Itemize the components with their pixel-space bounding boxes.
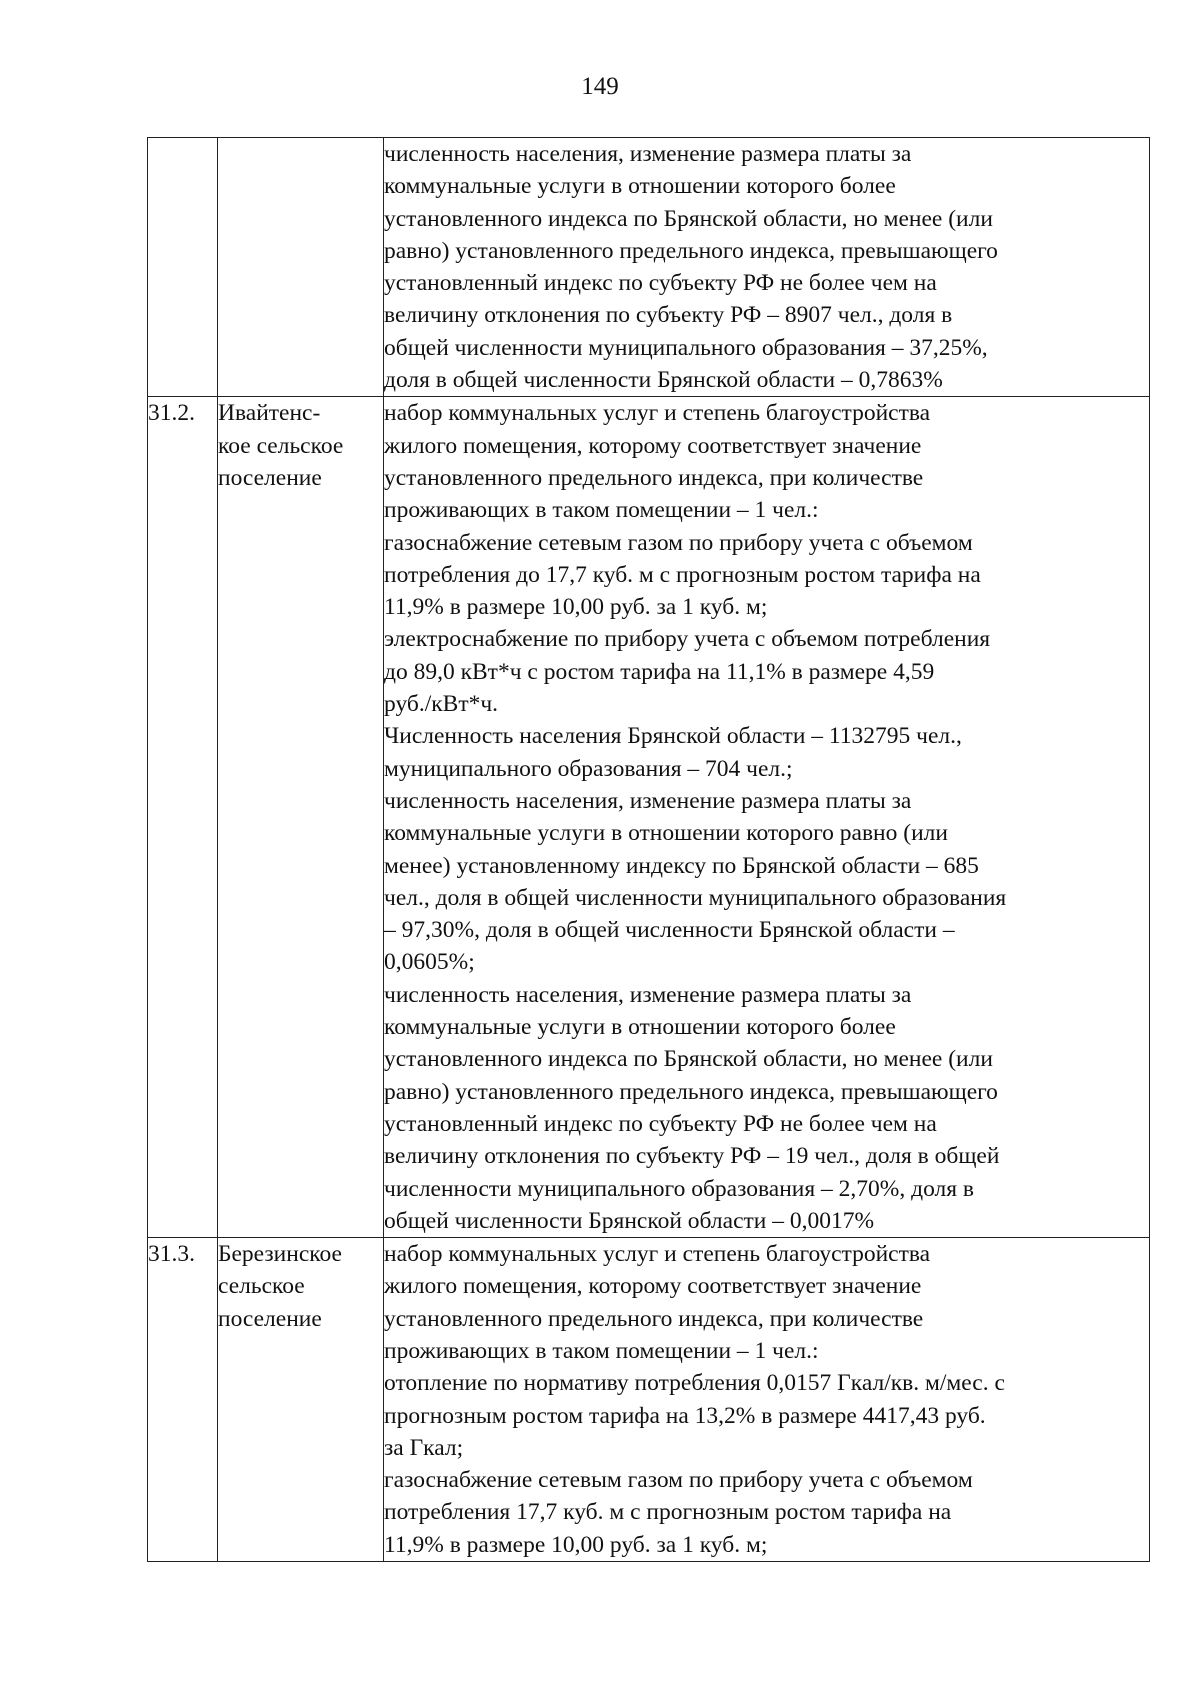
description-line: 11,9% в размере 10,00 руб. за 1 куб. м; xyxy=(384,594,768,621)
row-number-cell xyxy=(148,397,218,1238)
description-line: чел., доля в общей численности муниципального образования xyxy=(384,884,1007,911)
description-line: установленный индекс по субъекту РФ не более чем на xyxy=(384,1110,937,1137)
description-line: потребления до 17,7 куб. м с прогнозным ростом тарифа на xyxy=(384,561,981,588)
description-line: прогнозным ростом тарифа на 13,2% в размере 4417,43 руб. xyxy=(384,1402,986,1429)
description-line: муниципального образования – 704 чел.; xyxy=(384,755,793,782)
description-line: электроснабжение по прибору учета с объемом потребления xyxy=(384,626,991,653)
settlement-name-line: сельское xyxy=(218,1273,305,1300)
description-cell xyxy=(384,1238,1150,1562)
description-line: коммунальные услуги в отношении которого более xyxy=(384,1014,896,1041)
description-line: численности муниципального образования – 2,70%, доля в xyxy=(384,1175,975,1202)
description-cell xyxy=(384,138,1150,397)
description-line: установленного предельного индекса, при количестве xyxy=(384,1305,924,1332)
description-line: 11,9% в размере 10,00 руб. за 1 куб. м; xyxy=(384,1531,768,1558)
description-line: общей численности Брянской области – 0,0017% xyxy=(384,1207,875,1234)
settlement-name-line: кое сельское xyxy=(218,432,344,459)
description-line: коммунальные услуги в отношении которого равно (или xyxy=(384,820,948,847)
description-cell xyxy=(384,397,1150,1238)
description-line: до 89,0 кВт*ч с ростом тарифа на 11,1% в размере 4,59 xyxy=(384,658,935,685)
description-line: набор коммунальных услуг и степень благоустройства xyxy=(384,1241,931,1268)
description-line: за Гкал; xyxy=(384,1434,464,1461)
description-line: установленного предельного индекса, при количестве xyxy=(384,464,924,491)
settlement-name-line: поселение xyxy=(218,464,322,491)
description-line: установленного индекса по Брянской области, но менее (или xyxy=(384,1046,993,1073)
description-line: 0,0605%; xyxy=(384,949,475,976)
description-line: численность населения, изменение размера платы за xyxy=(384,787,912,814)
description-line: газоснабжение сетевым газом по прибору учета с объемом xyxy=(384,529,973,556)
settlement-name-line: Березинское xyxy=(218,1241,342,1268)
description-line: – 97,30%, доля в общей численности Брянской области – xyxy=(384,917,955,944)
description-line: набор коммунальных услуг и степень благоустройства xyxy=(384,400,931,427)
description-line: отопление по нормативу потребления 0,0157 Гкал/кв. м/мес. с xyxy=(384,1370,1005,1397)
row-number-cell xyxy=(148,138,218,397)
description-line: проживающих в таком помещении – 1 чел.: xyxy=(384,497,819,524)
description-line: руб./кВт*ч. xyxy=(384,691,499,718)
settlement-name-cell xyxy=(218,138,384,397)
description-line: жилого помещения, которому соответствует значение xyxy=(384,1273,922,1300)
description-line: численность населения, изменение размера платы за xyxy=(384,981,912,1008)
description-line: газоснабжение сетевым газом по прибору учета с объемом xyxy=(384,1467,973,1494)
table-row xyxy=(148,138,1150,397)
page-number: 149 xyxy=(581,73,619,100)
description-line: установленный индекс по субъекту РФ не более чем на xyxy=(384,270,937,297)
description-line: жилого помещения, которому соответствует значение xyxy=(384,432,922,459)
description-line: величину отклонения по субъекту РФ – 8907 чел., доля в xyxy=(384,302,953,329)
description-line: величину отклонения по субъекту РФ – 19 чел., доля в общей xyxy=(384,1143,1000,1170)
description-line: равно) установленного предельного индекса, превышающего xyxy=(384,237,998,264)
description-line: равно) установленного предельного индекса, превышающего xyxy=(384,1078,998,1105)
description-line: Численность населения Брянской области – 1132795 чел., xyxy=(384,723,962,750)
description-line: установленного индекса по Брянской области, но менее (или xyxy=(384,205,993,232)
row-number-cell xyxy=(148,1238,218,1562)
row-number: 31.3. xyxy=(148,1241,195,1268)
table-body xyxy=(148,138,1150,1562)
settlement-name-line: Ивайтенс- xyxy=(218,400,321,427)
settlement-name-line: поселение xyxy=(218,1305,322,1332)
table-row xyxy=(148,397,1150,1238)
description-line: доля в общей численности Брянской области – 0,7863% xyxy=(384,367,943,394)
tariff-table xyxy=(147,137,1150,1562)
description-line: численность населения, изменение размера платы за xyxy=(384,141,912,167)
description-line: общей численности муниципального образования – 37,25%, xyxy=(384,334,988,361)
settlement-name-cell xyxy=(218,1238,384,1562)
row-number: 31.2. xyxy=(148,400,195,427)
description-line: менее) установленному индексу по Брянской области – 685 xyxy=(384,852,979,879)
settlement-name-cell xyxy=(218,397,384,1238)
table-row xyxy=(148,1238,1150,1562)
description-line: коммунальные услуги в отношении которого более xyxy=(384,173,896,200)
description-line: потребления 17,7 куб. м с прогнозным ростом тарифа на xyxy=(384,1499,952,1526)
description-line: проживающих в таком помещении – 1 чел.: xyxy=(384,1337,819,1364)
